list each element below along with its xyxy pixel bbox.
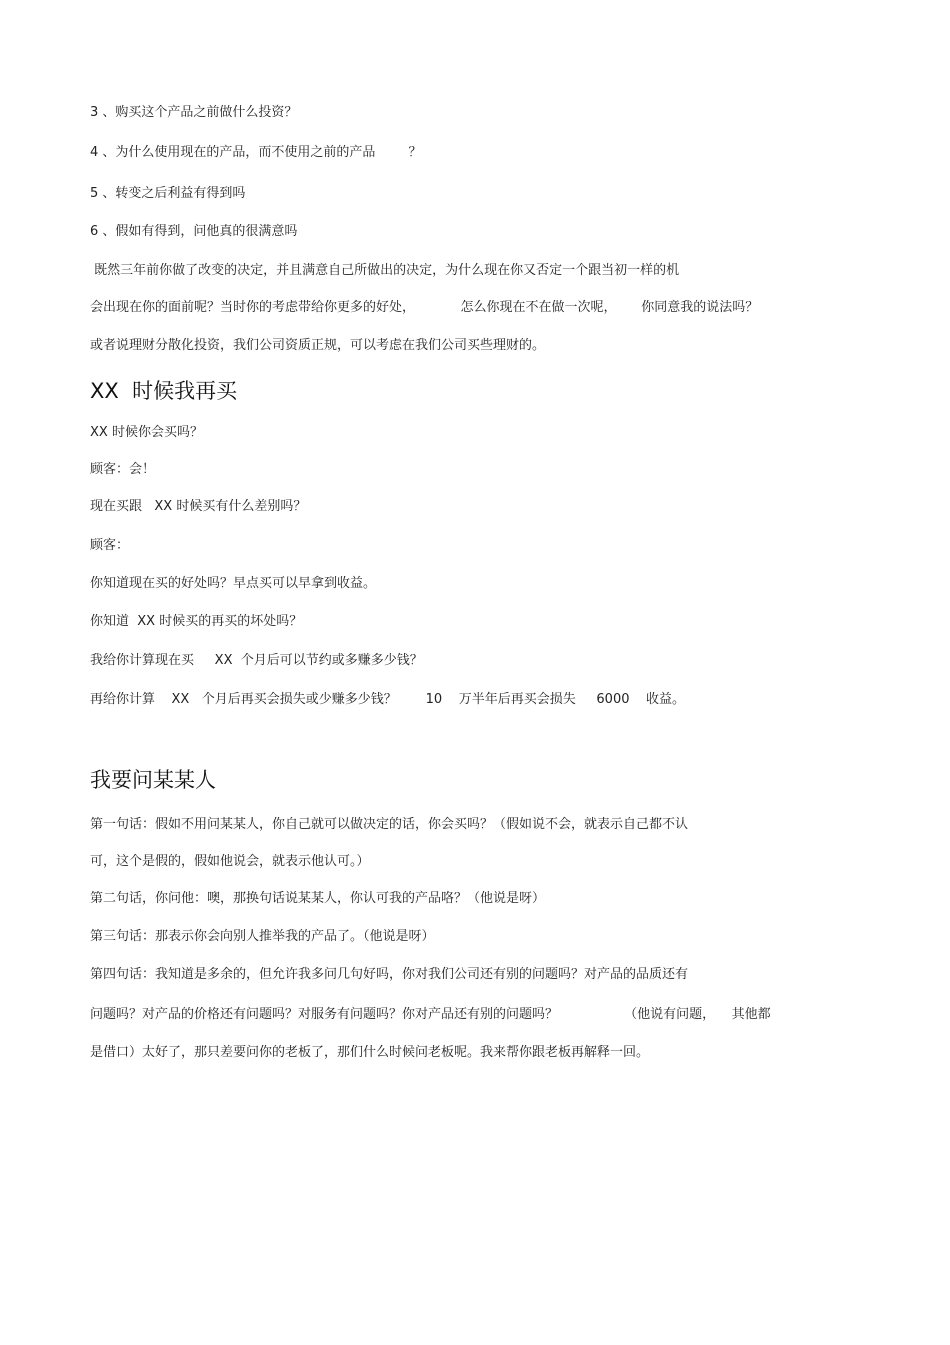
dialogue-line: 你知道 XX 时候买的再买的坏处吗？ xyxy=(90,614,303,629)
paragraph-line: 既然三年前你做了改变的决定，并且满意自己所做出的决定，为什么现在你又否定一个跟当初一样的机 xyxy=(90,263,680,278)
dialogue-line: 我给你计算现在买 XX 个月后可以节约或多赚多少钱？ xyxy=(90,653,423,668)
dialogue-line: 现在买跟 XX 时候买有什么差别吗？ xyxy=(90,499,307,514)
list-item: 6 、假如有得到，问他真的很满意吗 xyxy=(90,224,298,239)
paragraph-line: 问题吗？对产品的价格还有问题吗？对服务有问题吗？你对产品还有别的问题吗？ （他说有问题， 其他都 xyxy=(90,1007,771,1022)
list-item: 5 、转变之后利益有得到吗 xyxy=(90,186,246,201)
section-title: XX 时候我再买 xyxy=(90,379,238,403)
section-title: 我要问某某人 xyxy=(90,768,216,792)
paragraph-line: 或者说理财分散化投资，我们公司资质正规，可以考虑在我们公司买些理财的。 xyxy=(90,338,546,353)
dialogue-line: 顾客： xyxy=(90,538,130,553)
list-item: 3 、购买这个产品之前做什么投资？ xyxy=(90,105,298,120)
paragraph-line: 第一句话：假如不用问某某人，你自己就可以做决定的话，你会买吗？（假如说不会，就表示自己都不认 xyxy=(90,817,689,832)
paragraph-line: 第二句话，你问他：噢，那换句话说某某人，你认可我的产品咯？（他说是呀） xyxy=(90,891,546,906)
dialogue-line: 顾客：会！ xyxy=(90,462,156,477)
list-item: 4 、为什么使用现在的产品，而不使用之前的产品 ？ xyxy=(90,145,422,160)
paragraph-line: 第三句话：那表示你会向别人推举我的产品了。（他说是呀） xyxy=(90,929,435,944)
paragraph-line: 是借口）太好了，那只差要问你的老板了，那们什么时候问老板呢。我来帮你跟老板再解释一回。 xyxy=(90,1045,650,1060)
paragraph-line: 可，这个是假的，假如他说会，就表示他认可。） xyxy=(90,854,370,869)
dialogue-line: 再给你计算 XX 个月后再买会损失或少赚多少钱？ 10 万半年后再买会损失 6000 收益。 xyxy=(90,692,686,707)
dialogue-line: XX 时候你会买吗？ xyxy=(90,425,203,440)
paragraph-line: 第四句话：我知道是多余的，但允许我多问几句好吗，你对我们公司还有别的问题吗？对产品的品质还有 xyxy=(90,967,689,982)
dialogue-line: 你知道现在买的好处吗？早点买可以早拿到收益。 xyxy=(90,576,377,591)
paragraph-line: 会出现在你的面前呢？当时你的考虑带给你更多的好处， 怎么你现在不在做一次呢， 你同意我的说法吗？ xyxy=(90,300,759,315)
